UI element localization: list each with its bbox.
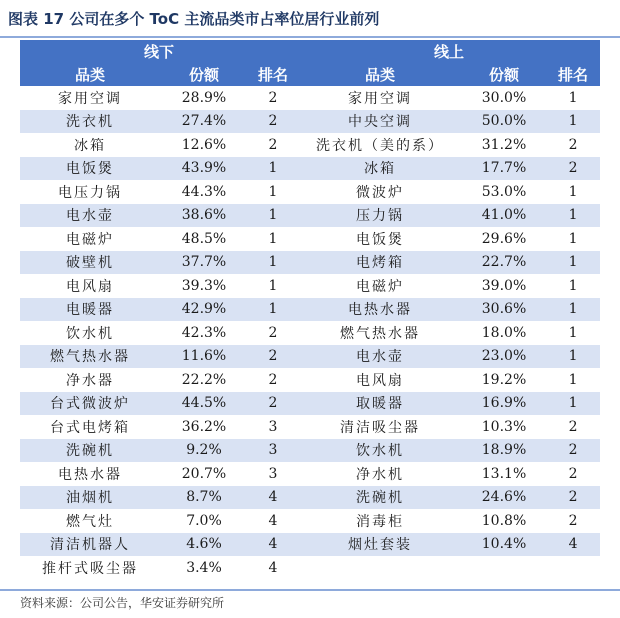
online-rank-cell: 1 [546,227,600,251]
offline-share-cell: 20.7% [160,462,248,486]
table-row [20,392,600,416]
table-row [20,274,600,298]
offline-group-header: 线下 [20,40,298,63]
online-share-cell: 22.7% [462,251,546,275]
offline-rank-cell: 1 [248,274,298,298]
offline-category-cell: 冰箱 [20,133,160,157]
offline-category-cell: 推杆式吸尘器 [20,556,160,580]
online-group-header: 线上 [298,40,600,63]
offline-rank-cell: 1 [248,180,298,204]
offline-category-cell: 燃气热水器 [20,345,160,369]
table-row [20,533,600,557]
online-share-cell [462,556,546,580]
online-share-cell: 17.7% [462,157,546,181]
online-share-cell: 30.0% [462,86,546,110]
table-row [20,133,600,157]
online-share-cell: 50.0% [462,110,546,134]
offline-category-cell: 洗衣机 [20,110,160,134]
offline-share-cell: 8.7% [160,486,248,510]
offline-category-cell: 净水器 [20,368,160,392]
offline-share-cell: 12.6% [160,133,248,157]
offline-category-cell: 电饭煲 [20,157,160,181]
online-category-cell: 燃气热水器 [298,321,462,345]
online-share-cell: 10.3% [462,415,546,439]
offline-rank-header: 排名 [248,63,298,86]
offline-share-cell: 37.7% [160,251,248,275]
online-rank-cell [546,556,600,580]
offline-rank-cell: 4 [248,533,298,557]
online-rank-cell: 2 [546,157,600,181]
online-category-cell: 清洁吸尘器 [298,415,462,439]
offline-rank-cell: 1 [248,251,298,275]
offline-category-cell: 台式电烤箱 [20,415,160,439]
offline-category-cell: 电压力锅 [20,180,160,204]
online-rank-cell: 2 [546,415,600,439]
table-row [20,415,600,439]
table-row [20,462,600,486]
online-share-cell: 30.6% [462,298,546,322]
offline-rank-cell: 3 [248,462,298,486]
table-row [20,157,600,181]
offline-share-cell: 38.6% [160,204,248,228]
offline-category-cell: 破壁机 [20,251,160,275]
table-row [20,86,600,110]
offline-category-cell: 电磁炉 [20,227,160,251]
market-share-table [20,40,600,580]
table-row [20,227,600,251]
online-share-header: 份额 [462,63,546,86]
group-header-row [20,40,600,63]
online-rank-cell: 1 [546,368,600,392]
online-category-cell: 电磁炉 [298,274,462,298]
online-category-cell: 冰箱 [298,157,462,181]
offline-rank-cell: 1 [248,227,298,251]
online-category-cell: 家用空调 [298,86,462,110]
online-share-cell: 10.4% [462,533,546,557]
table-body [20,86,600,580]
offline-rank-cell: 2 [248,133,298,157]
offline-share-cell: 48.5% [160,227,248,251]
offline-category-cell: 家用空调 [20,86,160,110]
offline-share-cell: 22.2% [160,368,248,392]
online-share-cell: 18.0% [462,321,546,345]
online-category-cell: 电风扇 [298,368,462,392]
table-row [20,251,600,275]
table-row [20,556,600,580]
online-category-cell: 电饭煲 [298,227,462,251]
online-share-cell: 39.0% [462,274,546,298]
online-category-cell: 烟灶套装 [298,533,462,557]
column-header-row [20,63,600,86]
online-share-cell: 19.2% [462,368,546,392]
online-rank-cell: 1 [546,345,600,369]
online-rank-cell: 4 [546,533,600,557]
offline-category-cell: 电水壶 [20,204,160,228]
online-rank-header: 排名 [546,63,600,86]
offline-share-cell: 43.9% [160,157,248,181]
online-rank-cell: 1 [546,298,600,322]
online-rank-cell: 1 [546,180,600,204]
online-share-cell: 29.6% [462,227,546,251]
online-share-cell: 31.2% [462,133,546,157]
online-rank-cell: 2 [546,486,600,510]
online-rank-cell: 1 [546,110,600,134]
table-row [20,509,600,533]
online-share-cell: 23.0% [462,345,546,369]
offline-share-header: 份额 [160,63,248,86]
offline-rank-cell: 2 [248,392,298,416]
online-category-cell: 压力锅 [298,204,462,228]
table-row [20,486,600,510]
offline-category-header: 品类 [20,63,160,86]
online-category-cell: 电烤箱 [298,251,462,275]
offline-share-cell: 28.9% [160,86,248,110]
offline-category-cell: 饮水机 [20,321,160,345]
offline-share-cell: 3.4% [160,556,248,580]
offline-category-cell: 台式微波炉 [20,392,160,416]
online-category-cell: 中央空调 [298,110,462,134]
offline-share-cell: 4.6% [160,533,248,557]
offline-rank-cell: 2 [248,86,298,110]
offline-rank-cell: 3 [248,439,298,463]
online-category-cell: 取暖器 [298,392,462,416]
online-rank-cell: 1 [546,321,600,345]
offline-share-cell: 42.3% [160,321,248,345]
online-share-cell: 53.0% [462,180,546,204]
online-rank-cell: 1 [546,392,600,416]
offline-share-cell: 44.5% [160,392,248,416]
table-row [20,368,600,392]
online-category-cell: 消毒柜 [298,509,462,533]
online-category-cell [298,556,462,580]
offline-category-cell: 清洁机器人 [20,533,160,557]
online-category-cell: 洗衣机（美的系） [298,133,462,157]
online-share-cell: 41.0% [462,204,546,228]
offline-rank-cell: 1 [248,298,298,322]
offline-share-cell: 11.6% [160,345,248,369]
table-row [20,180,600,204]
offline-share-cell: 36.2% [160,415,248,439]
online-category-cell: 洗碗机 [298,486,462,510]
offline-rank-cell: 2 [248,368,298,392]
online-share-cell: 24.6% [462,486,546,510]
offline-share-cell: 27.4% [160,110,248,134]
top-rule [0,36,620,38]
online-category-header: 品类 [298,63,462,86]
offline-rank-cell: 1 [248,204,298,228]
bottom-rule [0,589,620,591]
offline-category-cell: 电暖器 [20,298,160,322]
offline-rank-cell: 1 [248,157,298,181]
offline-category-cell: 油烟机 [20,486,160,510]
offline-rank-cell: 2 [248,321,298,345]
online-rank-cell: 2 [546,462,600,486]
online-rank-cell: 1 [546,86,600,110]
online-share-cell: 16.9% [462,392,546,416]
table-row [20,298,600,322]
online-category-cell: 电热水器 [298,298,462,322]
offline-rank-cell: 4 [248,486,298,510]
figure-title: 图表 17 公司在多个 ToC 主流品类市占率位居行业前列 [8,10,380,28]
source-note: 资料来源：公司公告，华安证券研究所 [20,596,225,610]
offline-rank-cell: 4 [248,509,298,533]
online-rank-cell: 1 [546,274,600,298]
online-category-cell: 电水壶 [298,345,462,369]
offline-share-cell: 39.3% [160,274,248,298]
online-rank-cell: 2 [546,133,600,157]
offline-share-cell: 44.3% [160,180,248,204]
table-row [20,439,600,463]
offline-category-cell: 电热水器 [20,462,160,486]
offline-rank-cell: 3 [248,415,298,439]
online-category-cell: 净水机 [298,462,462,486]
offline-rank-cell: 2 [248,110,298,134]
offline-share-cell: 9.2% [160,439,248,463]
offline-share-cell: 7.0% [160,509,248,533]
online-rank-cell: 2 [546,509,600,533]
online-category-cell: 饮水机 [298,439,462,463]
table-row [20,345,600,369]
offline-rank-cell: 4 [248,556,298,580]
online-share-cell: 10.8% [462,509,546,533]
online-category-cell: 微波炉 [298,180,462,204]
offline-category-cell: 洗碗机 [20,439,160,463]
online-rank-cell: 1 [546,251,600,275]
table-row [20,321,600,345]
table-row [20,110,600,134]
online-share-cell: 18.9% [462,439,546,463]
offline-category-cell: 电风扇 [20,274,160,298]
offline-share-cell: 42.9% [160,298,248,322]
offline-rank-cell: 2 [248,345,298,369]
table-row [20,204,600,228]
online-rank-cell: 2 [546,439,600,463]
online-rank-cell: 1 [546,204,600,228]
online-share-cell: 13.1% [462,462,546,486]
offline-category-cell: 燃气灶 [20,509,160,533]
